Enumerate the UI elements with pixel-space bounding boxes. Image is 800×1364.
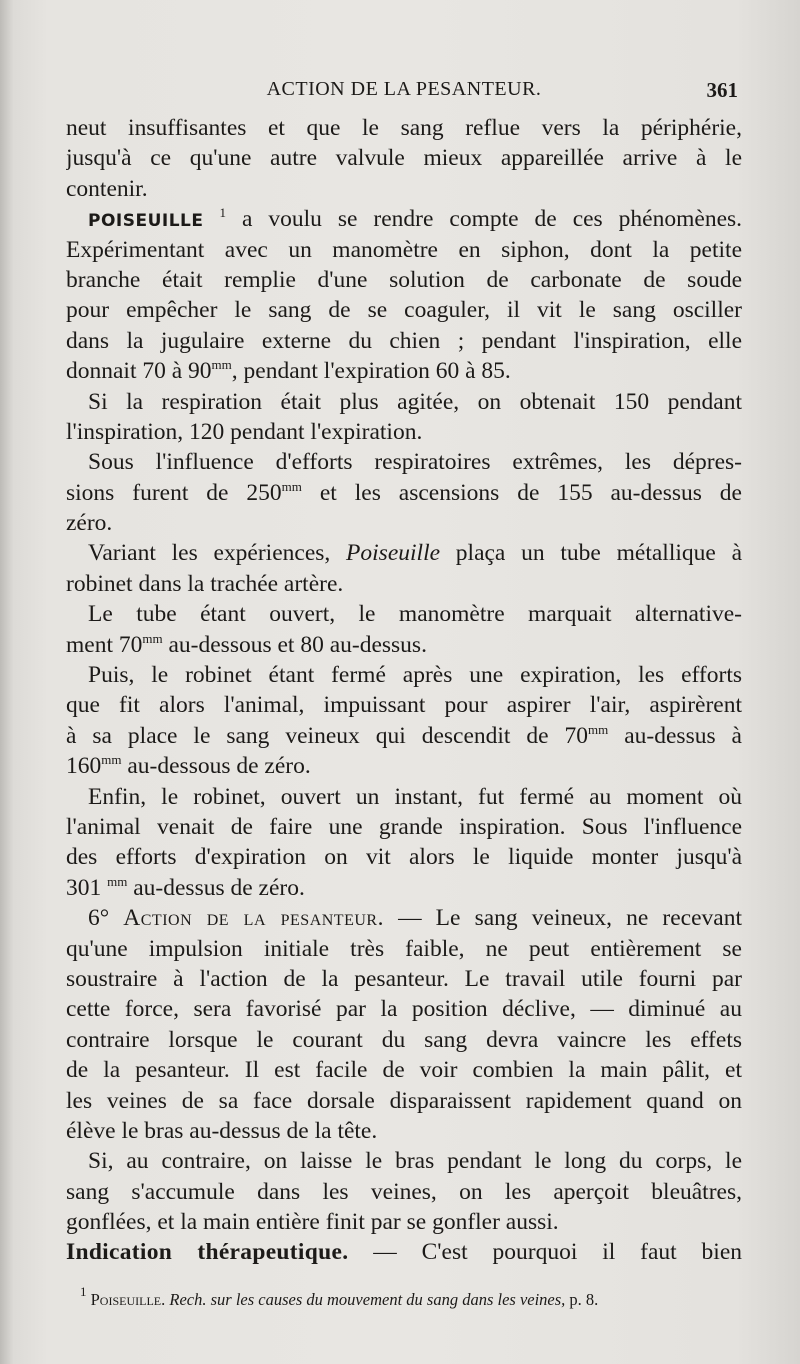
text-line: Expérimentant avec un manomètre en siphon, dont la petite bbox=[66, 236, 742, 263]
page-number: 361 bbox=[706, 78, 738, 102]
text-line: l'animal venait de faire une grande inspiration. Sous l'influence bbox=[66, 813, 742, 840]
text-line: de la pesanteur. Il est facile de voir combien la main pâlit, et bbox=[66, 1057, 742, 1084]
body-text bbox=[66, 113, 742, 1268]
text-line: des efforts d'expiration on vit alors le liquide monter jusqu'à bbox=[66, 844, 742, 871]
author-italic: Poiseuille bbox=[346, 540, 441, 567]
text-line: jusqu'à ce qu'une autre valvule mieux appareillée arrive à le bbox=[66, 145, 742, 172]
text-line: Si la respiration était plus agitée, on obtenait 150 pendant bbox=[88, 388, 742, 415]
text-line: les veines de sa face dorsale disparaissent rapidement quand on bbox=[66, 1087, 742, 1114]
footnote bbox=[80, 1284, 740, 1310]
footnote-title: Rech. sur les causes du mouvement du sang dans les veines, bbox=[169, 1290, 566, 1309]
footnote-reference: 1 bbox=[219, 205, 226, 221]
text-line: robinet dans la trachée artère. bbox=[66, 570, 344, 597]
text-line: ment $70^{mm}$ au-dessous et 80 au-dessus. bbox=[66, 630, 427, 658]
text-line: Sous l'influence d'efforts respiratoires extrêmes, les dépres- bbox=[88, 449, 742, 476]
text-line: sions furent de $250^{mm}$ et les ascensions de 155 au-dessus de bbox=[66, 478, 742, 506]
running-head-title: ACTION DE LA PESANTEUR. bbox=[266, 78, 542, 100]
text-line: $160^{mm}$ au-dessous de zéro. bbox=[66, 752, 311, 780]
therapeutic-heading: Indication thérapeutique. bbox=[66, 1239, 349, 1266]
section-heading-line: 6° Action de la pesanteur. — Le sang veineux, ne recevant bbox=[88, 905, 742, 932]
text-line: gonflées, et la main entière finit par se gonfler aussi. bbox=[66, 1209, 559, 1236]
footnote-author: Poiseuille. bbox=[90, 1290, 166, 1309]
text-line: contenir. bbox=[66, 175, 148, 202]
page-gutter-shadow bbox=[0, 0, 14, 1364]
author-name: POISEUILLE bbox=[88, 211, 204, 232]
section-heading-line: Indication thérapeutique. — C'est pourquoi il faut bien bbox=[66, 1239, 742, 1266]
text-line: à sa place le sang veineux qui descendit de $70^{mm}$ au-dessus à bbox=[66, 721, 742, 749]
text-line: cette force, sera favorisé par la position déclive, — diminué au bbox=[66, 996, 742, 1023]
text-line: Variant les expériences, Poiseuille plaça un tube métallique à bbox=[88, 540, 742, 567]
text-line: élève le bras au-dessus de la tête. bbox=[66, 1117, 378, 1144]
text-line: Le tube étant ouvert, le manomètre marquait alternative- bbox=[88, 601, 742, 628]
text-line: sang s'accumule dans les veines, on les aperçoit bleuâtres, bbox=[66, 1178, 742, 1205]
text-line: donnait 70 à $90^{mm}$, pendant l'expiration 60 à 85. bbox=[66, 357, 511, 385]
text-line: POISEUILLE $^1$ a voulu se rendre compte de ces phénomènes. bbox=[88, 205, 742, 233]
text-line: qu'une impulsion initiale très faible, ne peut entièrement se bbox=[66, 935, 742, 962]
text-line: dans la jugulaire externe du chien ; pendant l'inspiration, elle bbox=[66, 327, 742, 354]
text-line: Puis, le robinet étant fermé après une expiration, les efforts bbox=[88, 662, 742, 689]
text-line: pour empêcher le sang de se coaguler, il vit le sang osciller bbox=[66, 297, 742, 324]
text-line: zéro. bbox=[66, 510, 113, 537]
text-line: Si, au contraire, on laisse le bras pendant le long du corps, le bbox=[88, 1148, 742, 1175]
text-line: contraire lorsque le courant du sang devra vaincre les effets bbox=[66, 1026, 742, 1053]
text-line: soustraire à l'action de la pesanteur. Le travail utile fourni par bbox=[66, 965, 742, 992]
footnote-page: p. 8. bbox=[565, 1290, 599, 1309]
text-line: Enfin, le robinet, ouvert un instant, fut fermé au moment où bbox=[88, 783, 742, 810]
running-head bbox=[66, 74, 742, 108]
text-line: branche était remplie d'une solution de carbonate de soude bbox=[66, 266, 742, 293]
text-line: neut insuffisantes et que le sang reflue vers la périphérie, bbox=[66, 115, 742, 141]
footnote-mark: 1 bbox=[80, 1284, 87, 1299]
text-line: que fit alors l'animal, impuissant pour aspirer l'air, aspirèrent bbox=[66, 692, 742, 719]
text-line: 301 $^{mm}$ au-dessus de zéro. bbox=[66, 873, 305, 901]
section-heading: Action de la pesanteur. bbox=[123, 905, 384, 932]
text-line: l'inspiration, 120 pendant l'expiration. bbox=[66, 418, 423, 445]
